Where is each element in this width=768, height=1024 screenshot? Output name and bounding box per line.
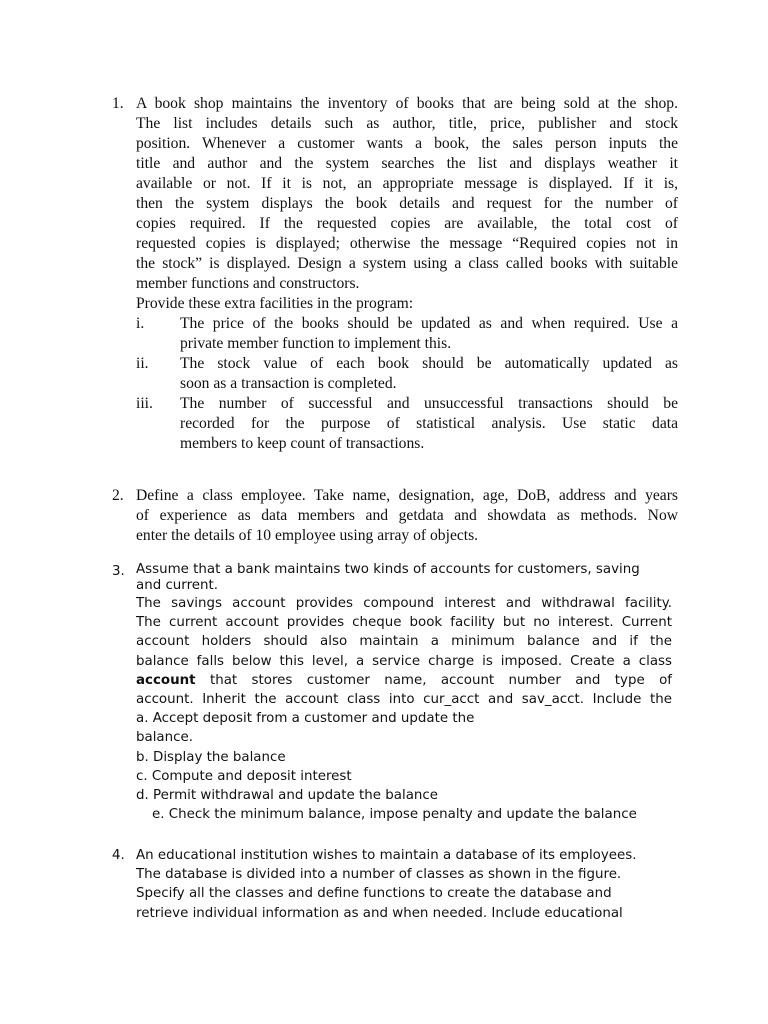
text-line: An educational institution wishes to maintain a database of its employees. — [136, 848, 637, 863]
text-line: enter the details of 10 employee using array of objects. — [136, 527, 479, 544]
text-line: c. Compute and deposit interest — [136, 768, 352, 784]
roman-numeral: i. — [136, 315, 145, 332]
text-line: The stock value of each book should be automatically updated as — [180, 355, 678, 372]
list-item — [136, 354, 678, 394]
question-1 — [112, 94, 678, 454]
text-line: members to keep count of transactions. — [180, 435, 425, 452]
question-2 — [112, 486, 678, 546]
text-line: b. Display the balance — [136, 749, 286, 765]
roman-numeral: ii. — [136, 355, 149, 372]
text-line: member functions and constructors. — [136, 275, 360, 292]
text-line: A book shop maintains the inventory of books that are being sold at the shop. — [136, 95, 678, 112]
text-line: title and author and the system searches the list and displays weather it — [136, 155, 678, 172]
question-number: 1. — [112, 95, 124, 112]
text-line: recorded for the purpose of statistical analysis. Use static data — [180, 415, 678, 432]
question-3 — [112, 562, 672, 824]
text-line: account holders should also maintain a minimum balance and if the — [136, 634, 672, 650]
text-line: a. Accept deposit from a customer and update the — [136, 711, 475, 727]
roman-numeral: iii. — [136, 395, 153, 412]
text-line: e. Check the minimum balance, impose penalty and update the balance — [152, 807, 637, 823]
text-line: balance. — [136, 730, 193, 746]
text-line: requested copies is displayed; otherwise the message “Required copies not in — [136, 235, 678, 252]
list-item — [136, 394, 678, 454]
text-line: position. Whenever a customer wants a book, the sales person inputs the — [136, 135, 678, 152]
text-line: The current account provides cheque book facility but no interest. Current — [136, 615, 672, 631]
text-line: account. Inherit the account class into cur_acct and sav_acct. Include the — [136, 692, 672, 708]
text-line: and current. — [136, 578, 219, 593]
text-line: balance falls below this level, a service charge is imposed. Create a class — [136, 653, 672, 669]
text-fragment: that stores customer name, account number and type of — [195, 672, 672, 688]
text-line: the stock” is displayed. Design a system using a class called books with suitable — [136, 255, 678, 272]
text-line: Specify all the classes and define functions to create the database and — [136, 886, 612, 902]
text-line: Define a class employee. Take name, designation, age, DoB, address and years — [136, 487, 678, 504]
text-line: of experience as data members and getdata and showdata as methods. Now — [136, 507, 678, 524]
question-number: 3. — [112, 564, 125, 579]
text-line: Assume that a bank maintains two kinds of accounts for customers, saving — [136, 562, 640, 577]
text-line: d. Permit withdrawal and update the balance — [136, 788, 438, 804]
bold-keyword: account — [136, 672, 196, 688]
text-line: retrieve individual information as and when needed. Include educational — [136, 905, 623, 921]
list-item — [136, 314, 678, 354]
text-line: soon as a transaction is completed. — [180, 375, 397, 392]
text-line: The savings account provides compound interest and withdrawal facility. — [136, 596, 672, 611]
extra-facilities-heading: Provide these extra facilities in the program: — [136, 295, 414, 312]
text-line: then the system displays the book details and request for the number of — [136, 195, 678, 212]
text-line — [136, 671, 672, 690]
question-number: 2. — [112, 487, 124, 504]
text-line: The list includes details such as author, title, price, publisher and stock — [136, 115, 678, 132]
text-line: The price of the books should be updated as and when required. Use a — [180, 315, 678, 332]
text-line: private member function to implement this. — [180, 335, 452, 352]
question-4 — [112, 846, 672, 923]
text-line: available or not. If it is not, an appropriate message is displayed. If it is, — [136, 175, 678, 192]
text-line: The database is divided into a number of classes as shown in the figure. — [136, 867, 622, 883]
text-line: copies required. If the requested copies are available, the total cost of — [136, 215, 678, 232]
facility-list — [136, 314, 678, 454]
text-line: The number of successful and unsuccessful transactions should be — [180, 395, 678, 412]
question-number: 4. — [112, 848, 125, 863]
